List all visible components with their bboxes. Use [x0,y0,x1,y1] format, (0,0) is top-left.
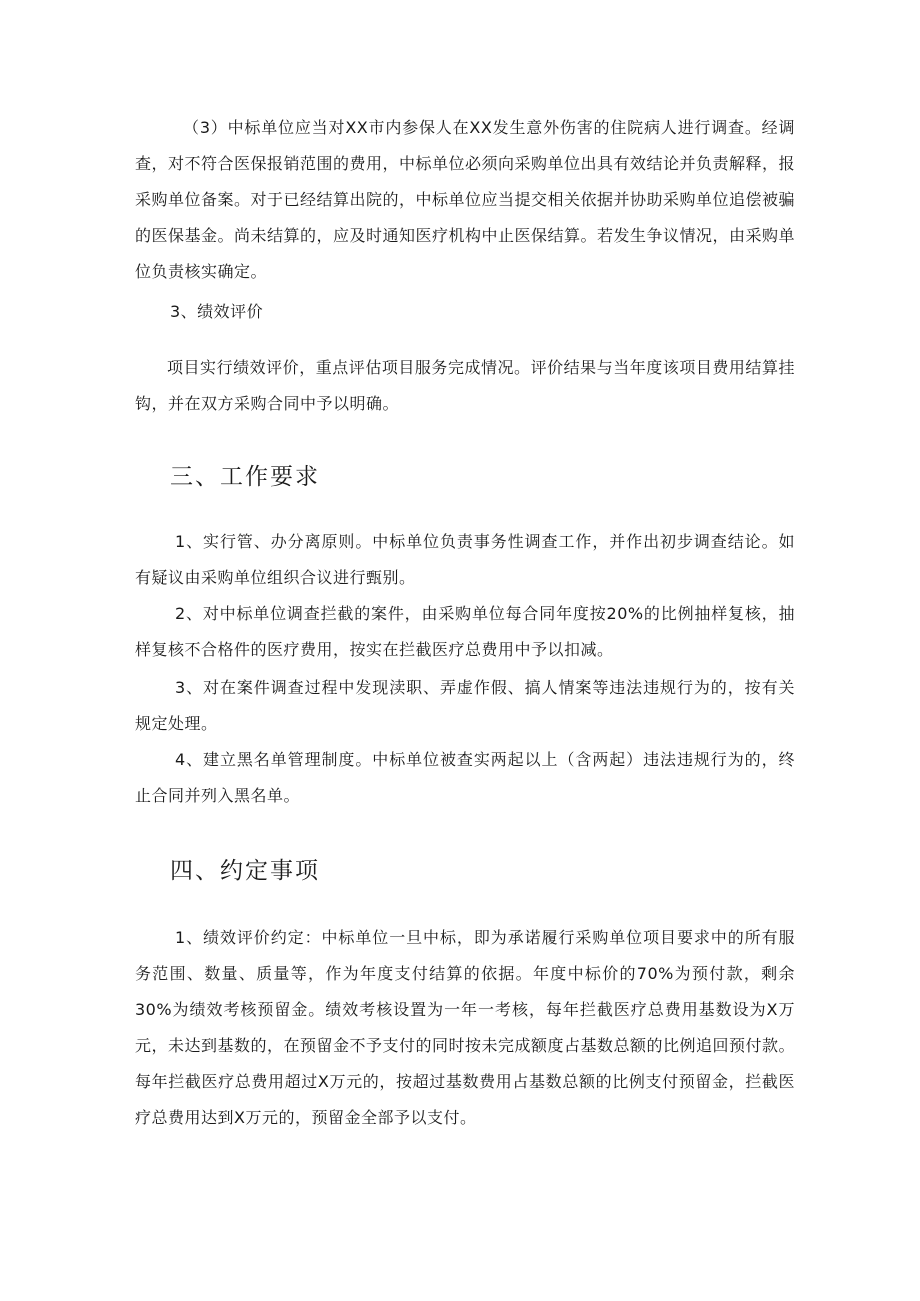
requirement-item-2: 2、对中标单位调查拦截的案件，由采购单位每合同年度按20%的比例抽样复核，抽样复核不合格件的医疗费用，按实在拦截医疗总费用中予以扣减。 [135,604,795,659]
requirement-item-3: 3、对在案件调查过程中发现渎职、弄虚作假、搞人情案等违法违规行为的，按有关规定处理。 [135,678,795,733]
agreement-item-1: 1、绩效评价约定：中标单位一旦中标，即为承诺履行采购单位项目要求中的所有服务范围、数量、质量等，作为年度支付结算的依据。年度中标价的70%为预付款，剩余30%为绩效考核预留金。绩效考核设置为一年一考核，每年拦截医疗总费用基数设为X万元，未达到基数的，在预留金不予支付的同时按未完成额度占基数总额的比例追回预付款。每年拦截医疗总费用超过X万元的，按超过基数费用占基数总额的比例支付预留金，拦截医疗总费用达到X万元的，预留金全部予以支付。 [135,928,796,1127]
requirement-item-1: 1、实行管、办分离原则。中标单位负责事务性调查工作，并作出初步调查结论。如有疑议由采购单位组织合议进行甄别。 [135,532,795,587]
requirement-item-4: 4、建立黑名单管理制度。中标单位被查实两起以上（含两起）违法违规行为的，终止合同并列入黑名单。 [135,750,795,805]
subsection-title-performance-evaluation: 3、绩效评价 [170,302,264,321]
section-title-work-requirements: 三、工作要求 [170,464,320,490]
paragraph-performance-evaluation: 项目实行绩效评价，重点评估项目服务完成情况。评价结果与当年度该项目费用结算挂钩，并在双方采购合同中予以明确。 [135,358,795,413]
section-title-agreed-matters: 四、约定事项 [170,858,320,884]
paragraph-item-3: （3）中标单位应当对XX市内参保人在XX发生意外伤害的住院病人进行调查。经调查，对不符合医保报销范围的费用，中标单位必须向采购单位出具有效结论并负责解释，报采购单位备案。对于已经结算出院的，中标单位应当提交相关依据并协助采购单位追偿被骗的医保基金。尚未结算的，应及时通知医疗机构中止医保结算。若发生争议情况，由采购单位负责核实确定。 [135,118,796,281]
